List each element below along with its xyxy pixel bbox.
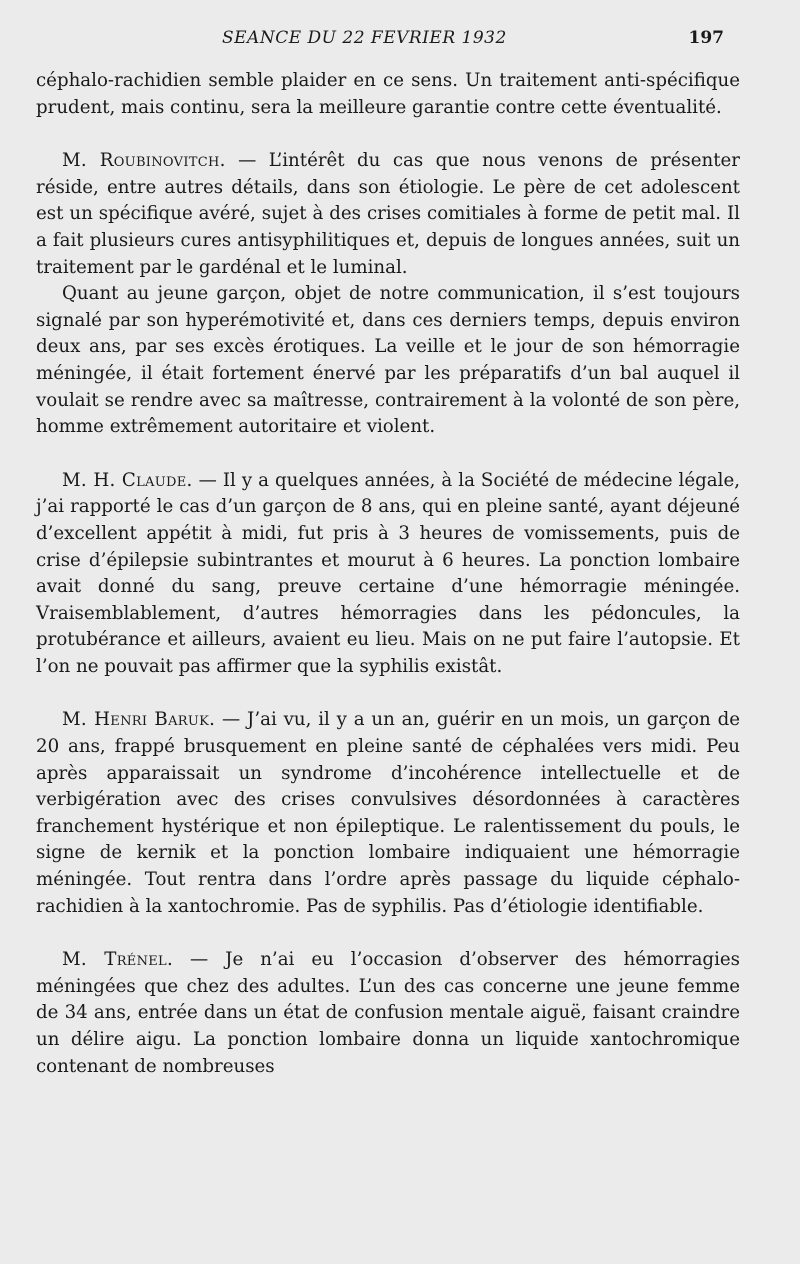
paragraph-trenel	[36, 947, 740, 1080]
speaker-name: M. Roubinovitch.	[62, 150, 226, 172]
speaker-name: M. Trénel.	[62, 949, 174, 971]
speaker-name: M. H. Claude.	[62, 469, 193, 491]
body-text	[36, 68, 740, 1080]
paragraph-text: Quant au jeune garçon, objet de notre communication, il s’est toujours signalé par son hyperémotivité et, dans ces derniers temps, depuis environ deux ans, par ses excès érotiques. La veille et le jour de son hémorragie méningée, il était fortement énervé par les préparatifs d’un bal auquel il voulait se rendre avec sa maîtresse, contrairement à la volonté de son père, homme extrêmement autoritaire et violent.	[36, 283, 740, 438]
paragraph-continuation	[36, 68, 740, 121]
paragraph-text: — J’ai vu, il y a un an, guérir en un mois, un garçon de 20 ans, frappé brusquement en pleine santé de céphalées vers midi. Peu après apparaissait un syndrome d’incohérence intellectuelle et de verbigération avec des crises convulsives désordonnées à caractères franchement hystérique et non épileptique. Le ralentissement du pouls, le signe de kernik et la ponction lombaire indiquaient une hémorragie méningée. Tout rentra dans l’ordre après passage du liquide céphalo-rachidien à la xantochromie. Pas de syphilis. Pas d’étiologie identifiable.	[36, 709, 740, 917]
page-number: 197	[688, 28, 724, 48]
running-title: SEANCE DU 22 FEVRIER 1932	[222, 28, 507, 48]
paragraph-baruk	[36, 707, 740, 920]
paragraph-claude	[36, 468, 740, 681]
paragraph-text: céphalo-rachidien semble plaider en ce sens. Un traitement anti-spécifique prudent, mais continu, sera la meilleure garantie contre cette éventualité.	[36, 70, 740, 118]
paragraph-roubinovitch-2	[36, 281, 740, 441]
speaker-name: M. Henri Baruk.	[62, 709, 216, 731]
page-header	[0, 28, 800, 54]
paragraph-roubinovitch	[36, 148, 740, 281]
paragraph-text: — Je n’ai eu l’occasion d’observer des hémorragies méningées que chez des adultes. L’un des cas concerne une jeune femme de 34 ans, entrée dans un état de confusion mentale aiguë, faisant craindre un délire aigu. La ponction lombaire donna un liquide xantochromique contenant de nombreuses	[36, 949, 740, 1077]
paragraph-text: — L’intérêt du cas que nous venons de présenter réside, entre autres détails, dans son étiologie. Le père de cet adolescent est un spécifique avéré, sujet à des crises comitiales à forme de petit mal. Il a fait plusieurs cures antisyphilitiques et, depuis de longues années, suit un traitement par le gardénal et le luminal.	[36, 150, 741, 278]
paragraph-text: — Il y a quelques années, à la Société de médecine légale, j’ai rapporté le cas d’un garçon de 8 ans, qui en pleine santé, ayant déjeuné d’excellent appétit à midi, fut pris à 3 heures de vomissements, puis de crise d’épilepsie subintrantes et mourut à 6 heures. La ponction lombaire avait donné du sang, preuve certaine d’une hémorragie méningée. Vraisemblablement, d’autres hémorragies dans les pédoncules, la protubérance et ailleurs, avaient eu lieu. Mais on ne put faire l’autopsie. Et l’on ne pouvait pas affirmer que la syphilis existât.	[36, 469, 740, 677]
